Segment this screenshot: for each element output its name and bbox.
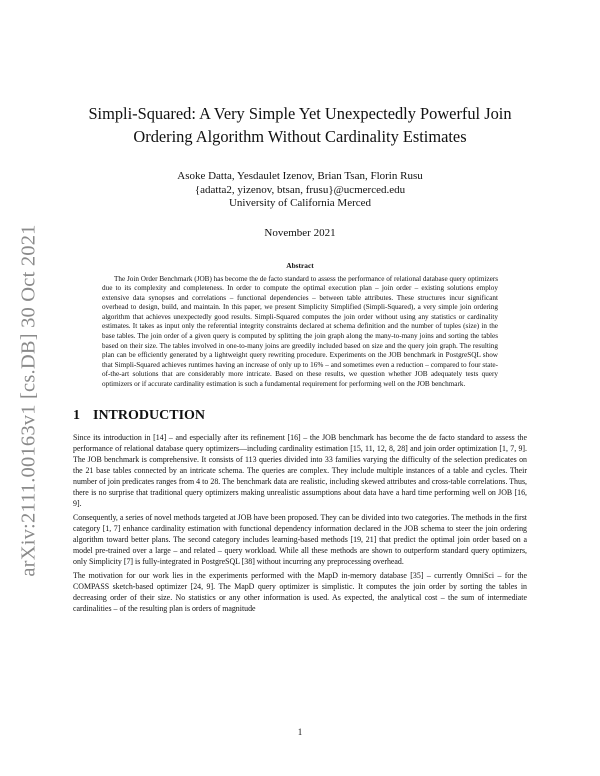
section-title: INTRODUCTION: [93, 407, 206, 423]
section-heading: [73, 408, 527, 424]
paper-page: [73, 102, 527, 617]
publication-date: November 2021: [264, 226, 336, 239]
title-line-2: Ordering Algorithm Without Cardinality Estimates: [133, 127, 467, 146]
body-paragraph: Consequently, a series of novel methods targeted at JOB have been proposed. They can be divided into two categories. The methods in the first category [1, 7] enhance cardinality estimation with functional dependency information declared in the JOB schema to steer the join ordering algorithm toward better plans. The second category includes learning-based methods [19, 21] that predict the optimal join order based on a model pre-trained over a large – and related – query workload. While all these methods are shown to outperform standard query optimizers, only Simplicity [7] is fully-integrated in PostgreSQL [38] without incurring any preprocessing overhead.: [73, 512, 527, 566]
arxiv-identifier-stamp: [14, 200, 44, 600]
author-block: [73, 170, 527, 211]
paper-title: [73, 102, 527, 148]
body-paragraph: The motivation for our work lies in the experiments performed with the MapD in-memory database [35] – currently OmniSci – for the COMPASS sketch-based optimizer [24, 9]. The MapD query optimizer is simplistic. It computes the join order by sorting the tables in decreasing order of their size. No statistics or any other information is used. As expected, the analytical cost – the sum of intermediate cardinalities – of the resulting plan is orders of magnitude: [73, 570, 527, 613]
arxiv-id: arXiv:2111.00163v1 [cs.DB] 30 Oct 2021: [17, 223, 40, 577]
body-paragraph: Since its introduction in [14] – and especially after its refinement [16] – the JOB benchmark has become the de facto standard to assess the performance of relational database query optimizers—including cardinality estimation [15, 11, 12, 8, 28] and join order optimization [1, 7, 9]. The JOB benchmark is comprehensive. It consists of 113 queries divided into 33 families varying the difficulty of the selection predicates on the 21 base tables connected by an intricate schema. The queries are complex. They include multiple instances of a table and cycles. Their number of join predicates ranges from 4 to 28. The benchmark data are realistic, including skewed attributes and cross-table correlations. Thus, there is no surprise that traditional query optimizers making unrealistic assumptions about data have a hard time performing well on JOB [16, 9].: [73, 432, 527, 508]
abstract-text: The Join Order Benchmark (JOB) has become the de facto standard to assess the performance of relational database query optimizers due to its complexity and completeness. In order to compute the optimal execution plan – join order – existing solutions employ extensive data synopses and correlations – functional dependencies – between table attributes. These structures incur significant overhead to design, build, and maintain. In this paper, we present Simplicity Simplified (Simpli-Squared), a very simple join ordering algorithm that achieves unexpectedly good results. Simpli-Squared computes the join order without using any statistics or cardinality estimates. It takes as input only the referential integrity constraints declared at schema definition and the number of tuples (size) in the base tables. The join order of a given query is computed by splitting the join graph along the many-to-many joins and sorting the tables based on their size. The tables involved in one-to-many joins are greedily included based on size and the query join graph. The resulting plan can be efficiently generated by a lightweight query rewriting procedure. Experiments on the JOB benchmark in PostgreSQL show that Simpli-Squared achieves runtimes having an increase of only up to 16% – and sometimes even a reduction – compared to four state-of-the-art solutions that are considerably more intricate. Based on these results, we question whether JOB adequately tests query optimizers or if accurate cardinality estimation is such a fundamental requirement for performing well on the JOB benchmark.: [102, 274, 498, 389]
author-affiliation: University of California Merced: [228, 197, 372, 209]
page-number: 1: [297, 727, 303, 737]
author-emails: {adatta2, yizenov, btsan, frusu}@ucmerced.edu: [194, 183, 406, 196]
abstract-heading: Abstract: [286, 260, 314, 270]
title-line-1: Simpli-Squared: A Very Simple Yet Unexpectedly Powerful Join: [88, 104, 512, 123]
author-names: Asoke Datta, Yesdaulet Izenov, Brian Tsan, Florin Rusu: [177, 170, 423, 182]
section-number: 1: [73, 407, 80, 423]
